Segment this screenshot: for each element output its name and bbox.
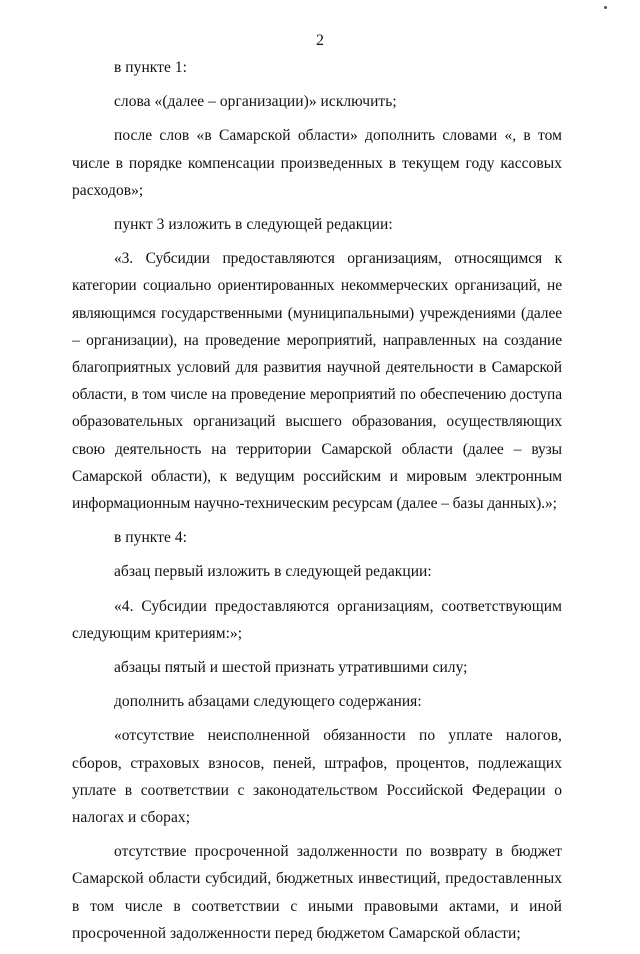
paragraph-11: «отсутствие неисполненной обязанности по уплате налогов, сборов, страховых взносов, пеней, штрафов, процентов, подлежащих уплате в соответствии с законодательством Российской Федерации о налогах и сборах; <box>72 727 562 827</box>
paragraph-9: абзацы пятый и шестой признать утратившими силу; <box>114 659 468 677</box>
page-number: 2 <box>316 32 324 49</box>
paragraph-1: в пункте 1: <box>114 59 187 76</box>
scan-speck <box>604 6 607 9</box>
paragraph-12: отсутствие просроченной задолженности по возврату в бюджет Самарской области субсидий, бюджетных инвестиций, предоставленных в том числе в соответствии с иными правовыми актами, и иной просроченной задолженности перед бюджетом Самарской области; <box>72 843 562 942</box>
document-body <box>72 54 562 954</box>
paragraph-8: «4. Субсидии предоставляются организациям, соответствующим следующим критериям:»; <box>72 597 562 642</box>
paragraph-6: в пункте 4: <box>114 529 187 547</box>
paragraph-5: «3. Субсидии предоставляются организациям, относящимся к категории социально ориентированных некоммерческих организаций, не являющимся государственными (муниципальными) учреждениями (далее – организации), на проведение мероприятий, направленных на создание благоприятных условий для развития научной деятельности в Самарской области, в том числе на проведение мероприятий по обеспечению доступа образовательных организаций высшего образования, осуществляющих свою деятельность на территории Самарской области (далее – вузы Самарской области), к ведущим российским и мировым электронным информационным научно-техническим ресурсам (далее – базы данных).»; <box>72 250 562 513</box>
paragraph-10: дополнить абзацами следующего содержания: <box>114 693 422 711</box>
paragraph-4: пункт 3 изложить в следующей редакции: <box>114 216 393 234</box>
paragraph-2: слова «(далее – организации)» исключить; <box>114 93 397 111</box>
paragraph-3: после слов «в Самарской области» дополнить словами «, в том числе в порядке компенсации произведенных в текущем году кассовых расходов»; <box>72 127 562 199</box>
paragraph-7: абзац первый изложить в следующей редакции: <box>114 563 432 581</box>
